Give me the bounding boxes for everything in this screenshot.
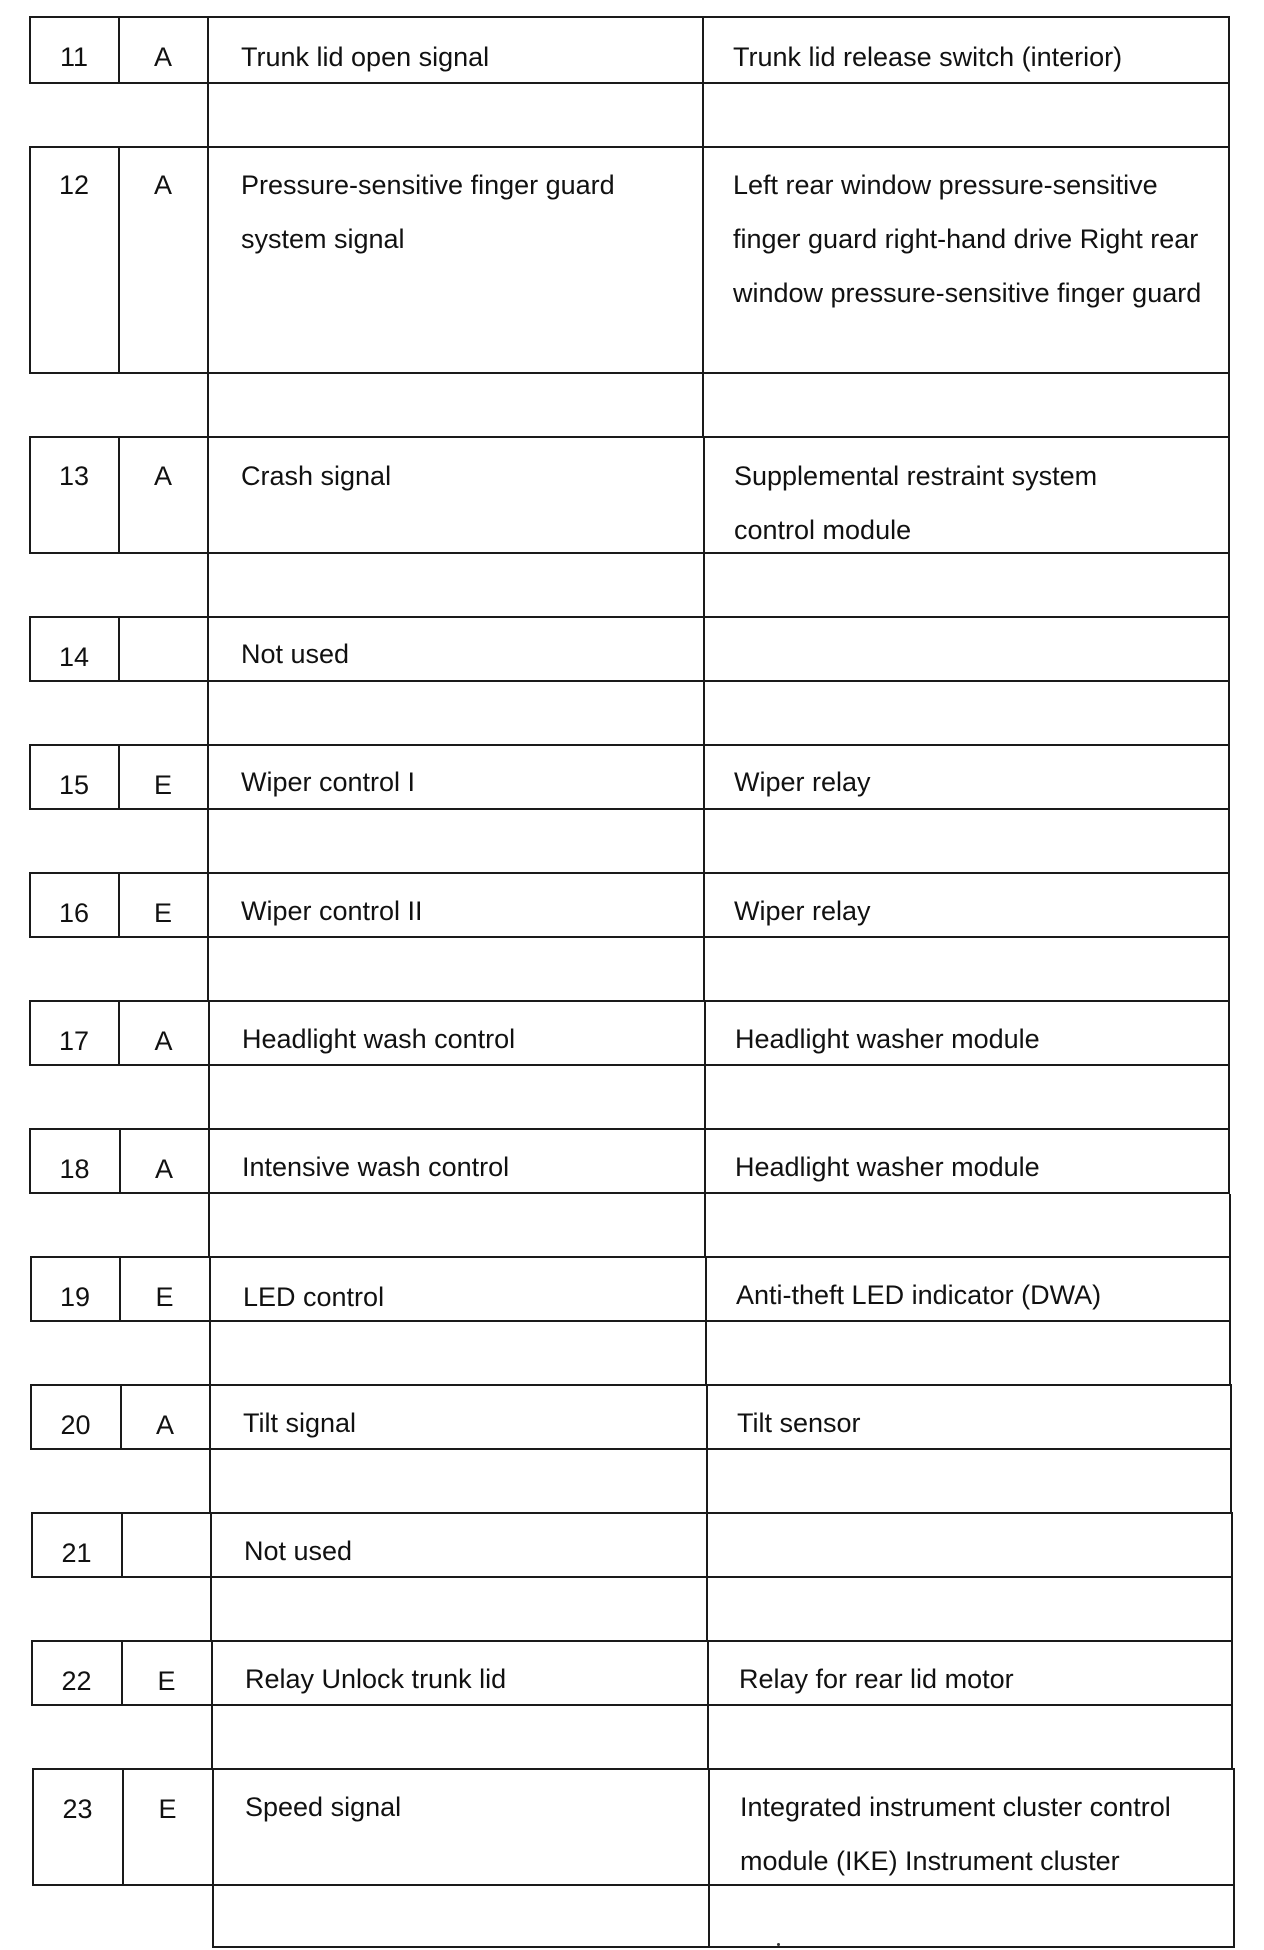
signal-type: E bbox=[153, 770, 172, 800]
column-divider bbox=[208, 1128, 210, 1258]
pin-number: 23 bbox=[62, 1794, 93, 1824]
column-divider bbox=[1228, 810, 1230, 874]
signal-type: A bbox=[155, 1410, 174, 1440]
column-divider bbox=[1228, 84, 1230, 148]
connected-component: Supplemental restraint system control module bbox=[734, 461, 1098, 545]
column-divider bbox=[1230, 1450, 1232, 1514]
signal-description: LED control bbox=[243, 1282, 385, 1312]
column-divider bbox=[1229, 1194, 1231, 1258]
column-divider bbox=[1231, 1578, 1233, 1642]
column-divider bbox=[705, 1256, 707, 1386]
column-divider bbox=[706, 1384, 708, 1514]
connected-component: Headlight washer module bbox=[735, 1024, 1040, 1054]
column-divider bbox=[702, 146, 704, 438]
signal-description: Pressure-sensitive finger guard system signal bbox=[241, 170, 615, 254]
signal-description: Headlight wash control bbox=[242, 1024, 516, 1054]
column-divider bbox=[210, 1512, 212, 1642]
signal-type: A bbox=[154, 1154, 173, 1184]
pin-number: 20 bbox=[60, 1410, 91, 1440]
signal-type: A bbox=[153, 170, 172, 200]
column-divider bbox=[704, 1000, 706, 1130]
pin-number: 11 bbox=[59, 42, 89, 72]
column-divider bbox=[704, 1128, 706, 1258]
column-divider bbox=[706, 1512, 708, 1642]
pin-number: 16 bbox=[58, 898, 90, 928]
pin-number: 22 bbox=[61, 1666, 92, 1696]
column-divider bbox=[1228, 1066, 1230, 1130]
pin-number: 13 bbox=[58, 461, 90, 491]
signal-description: Wiper control I bbox=[241, 767, 416, 797]
signal-type: E bbox=[158, 1794, 177, 1824]
column-divider bbox=[211, 1640, 213, 1770]
connected-component: Integrated instrument cluster control module (IKE) Instrument cluster bbox=[740, 1792, 1171, 1876]
column-divider bbox=[209, 1256, 211, 1386]
column-divider bbox=[703, 616, 705, 746]
row-frame bbox=[29, 616, 1230, 682]
signal-description: Speed signal bbox=[245, 1792, 402, 1822]
connected-component: Anti-theft LED indicator (DWA) bbox=[736, 1280, 1102, 1310]
column-divider bbox=[212, 1768, 214, 1948]
signal-description: Not used bbox=[241, 639, 350, 669]
column-divider bbox=[702, 16, 704, 148]
signal-type: E bbox=[153, 898, 172, 928]
pin-number: 12 bbox=[58, 170, 90, 200]
scan-speck bbox=[777, 1943, 780, 1946]
connected-component: Relay for rear lid motor bbox=[739, 1664, 1014, 1694]
row-frame bbox=[29, 744, 1230, 810]
signal-type: E bbox=[155, 1282, 174, 1312]
column-divider bbox=[207, 872, 209, 1002]
column-divider bbox=[707, 1640, 709, 1770]
pin-number: 14 bbox=[58, 642, 90, 672]
connected-component: Wiper relay bbox=[734, 767, 871, 797]
connected-component: Wiper relay bbox=[734, 896, 871, 926]
column-divider bbox=[207, 616, 209, 746]
column-divider bbox=[209, 1384, 211, 1514]
signal-type: A bbox=[153, 42, 172, 72]
connected-component: Trunk lid release switch (interior) bbox=[733, 42, 1123, 72]
connected-component: Tilt sensor bbox=[737, 1408, 861, 1438]
column-divider bbox=[208, 1000, 210, 1130]
signal-description: Relay Unlock trunk lid bbox=[245, 1664, 507, 1694]
signal-description: Wiper control II bbox=[241, 896, 423, 926]
column-divider bbox=[121, 1512, 123, 1578]
column-divider bbox=[1231, 1706, 1233, 1770]
connected-component: Left rear window pressure-sensitive finger guard right-hand drive Right rear window pressure-sensitive finger guard bbox=[733, 170, 1202, 308]
signal-type: A bbox=[154, 1026, 173, 1056]
column-divider bbox=[207, 744, 209, 874]
table-bottom-border bbox=[212, 1946, 1235, 1948]
signal-type: A bbox=[153, 461, 172, 491]
column-divider bbox=[703, 744, 705, 874]
pin-number: 17 bbox=[58, 1026, 90, 1056]
pin-number: 21 bbox=[61, 1538, 92, 1568]
signal-type: E bbox=[157, 1666, 176, 1696]
column-divider bbox=[207, 146, 209, 438]
column-divider bbox=[1228, 682, 1230, 746]
column-divider bbox=[207, 16, 209, 148]
column-divider bbox=[1228, 374, 1230, 438]
signal-description: Crash signal bbox=[241, 461, 392, 491]
column-divider bbox=[1228, 938, 1230, 1002]
column-divider bbox=[708, 1768, 710, 1948]
column-divider bbox=[118, 616, 120, 682]
connected-component: Headlight washer module bbox=[735, 1152, 1040, 1182]
row-frame bbox=[29, 872, 1230, 938]
column-divider bbox=[207, 436, 209, 618]
signal-description: Tilt signal bbox=[243, 1408, 357, 1438]
pin-number: 18 bbox=[59, 1154, 90, 1184]
signal-description: Not used bbox=[244, 1536, 353, 1566]
pin-number: 19 bbox=[59, 1282, 91, 1312]
column-divider bbox=[1228, 554, 1230, 618]
pin-number: 15 bbox=[58, 770, 90, 800]
column-divider bbox=[703, 436, 705, 618]
signal-description: Trunk lid open signal bbox=[241, 42, 490, 72]
column-divider bbox=[703, 872, 705, 1002]
signal-description: Intensive wash control bbox=[242, 1152, 510, 1182]
column-divider bbox=[1233, 1886, 1235, 1948]
column-divider bbox=[1229, 1322, 1231, 1386]
